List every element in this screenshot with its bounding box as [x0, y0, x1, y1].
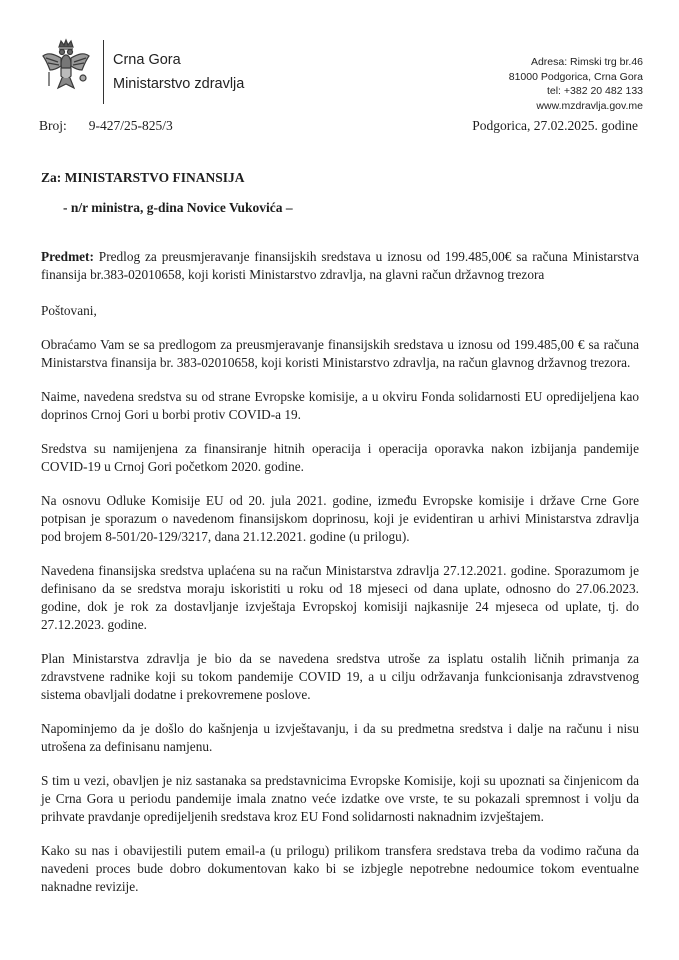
subject-line	[41, 248, 639, 284]
address: Adresa: Rimski trg br.46	[530, 56, 643, 68]
contact-block	[509, 55, 643, 113]
recipient-attention: - n/r ministra, g-dina Novice Vukovića –	[63, 200, 293, 215]
place-date: Podgorica, 27.02.2025. godine	[472, 118, 638, 133]
paragraph: S tim u vezi, obavljen je niz sastanaka sa predstavnicima Evropske Komisije, koji su upoznati sa činjenicom da je Crna Gora u periodu pandemije imala znatno veće izdatke ove vrste, te su pokazali spremnost i volju da prihvate pravdanje opredijeljenih sredstava kroz EU Fond solidarnosti naknadnim izvještajem.	[41, 773, 639, 824]
letter-body	[41, 248, 639, 912]
ministry-name: Ministarstvo zdravlja	[113, 76, 245, 92]
reference-value: 9-427/25-825/3	[88, 118, 173, 133]
coat-of-arms-icon	[40, 38, 92, 100]
paragraph: Napominjemo da je došlo do kašnjenja u izvještavanju, i da su predmetna sredstva i dalje na računu i nisu utrošena za definisanu namjenu.	[41, 721, 639, 754]
recipient: Za: MINISTARSTVO FINANSIJA	[41, 170, 245, 185]
paragraph: Kako su nas i obavijestili putem email-a (u prilogu) prilikom transfera sredstava treba da vodimo računa da navedeni proces bude dobro dokumentovan kako bi se izbjegle nepotrebne nedoumice tokom eventualne naknadne revizije.	[41, 843, 639, 894]
reference-label: Broj:	[39, 118, 67, 133]
paragraph: Na osnovu Odluke Komisije EU od 20. jula 2021. godine, između Evropske komisije i države Crne Gore potpisan je sporazum o navedenom finansijskom doprinosu, koji je evidentiran u arhivi Ministarstva zdravlja pod brojem 8-501/20-129/3217, dana 21.12.2021. godine (u prilogu).	[41, 493, 639, 544]
paragraph: Naime, navedena sredstva su od strane Evropske komisije, a u okviru Fonda solidarnosti EU opredijeljena kao doprinos Crnoj Gori u borbi protiv COVID-a 19.	[41, 389, 639, 422]
country-name: Crna Gora	[113, 52, 181, 68]
reference-number	[39, 118, 173, 134]
paragraph: Plan Ministarstva zdravlja je bio da se navedena sredstva utroše za isplatu ostalih ličnih primanja za zdravstvene radnike koji su tokom pandemije COVID 19, a u cilju održavanja funkcionisanja zdravstvenog sistema obavljali dodatne i prekovremene poslove.	[41, 651, 639, 702]
paragraph: Sredstva su namijenjena za finansiranje hitnih operacija i operacija oporavka nakon izbijanja pandemije COVID-19 u Crnoj Gori početkom 2020. godine.	[41, 441, 639, 474]
subject-label: Predmet:	[41, 249, 94, 264]
organization-block	[113, 48, 244, 96]
phone: tel: +382 20 482 133	[546, 85, 643, 97]
salutation: Poštovani,	[41, 303, 97, 318]
city: 81000 Podgorica, Crna Gora	[508, 70, 643, 83]
paragraph: Navedena finansijska sredstva uplaćena su na račun Ministarstva zdravlja 27.12.2021. godine. Sporazumom je definisano da se sredstva moraju iskoristiti u roku od 18 mjeseci od dana uplate, odnosno do 27.06.2023. godine, dok je rok za dostavljanje izvještaja Evropskoj komisiji najkasnije 24 mjeseca od uplate, tj. do 27.12.2023. godine.	[41, 563, 639, 632]
paragraph: Obraćamo Vam se sa predlogom za preusmjeravanje finansijskih sredstava u iznosu od 199.485,00 € sa računa Ministarstva finansija br. 383-02010658, koji koristi Ministarstvo zdravlja, na račun glavnog državnog trezora.	[41, 337, 639, 370]
header-divider	[103, 40, 104, 104]
website-link[interactable]: www.mzdravlja.gov.me	[536, 99, 643, 112]
subject-text: Predlog za preusmjeravanje finansijskih sredstava u iznosu od 199.485,00€ sa računa Ministarstva finansija br.383-02010658, koji koristi Ministarstvo zdravlja, na glavni račun državnog trezora	[41, 249, 639, 282]
